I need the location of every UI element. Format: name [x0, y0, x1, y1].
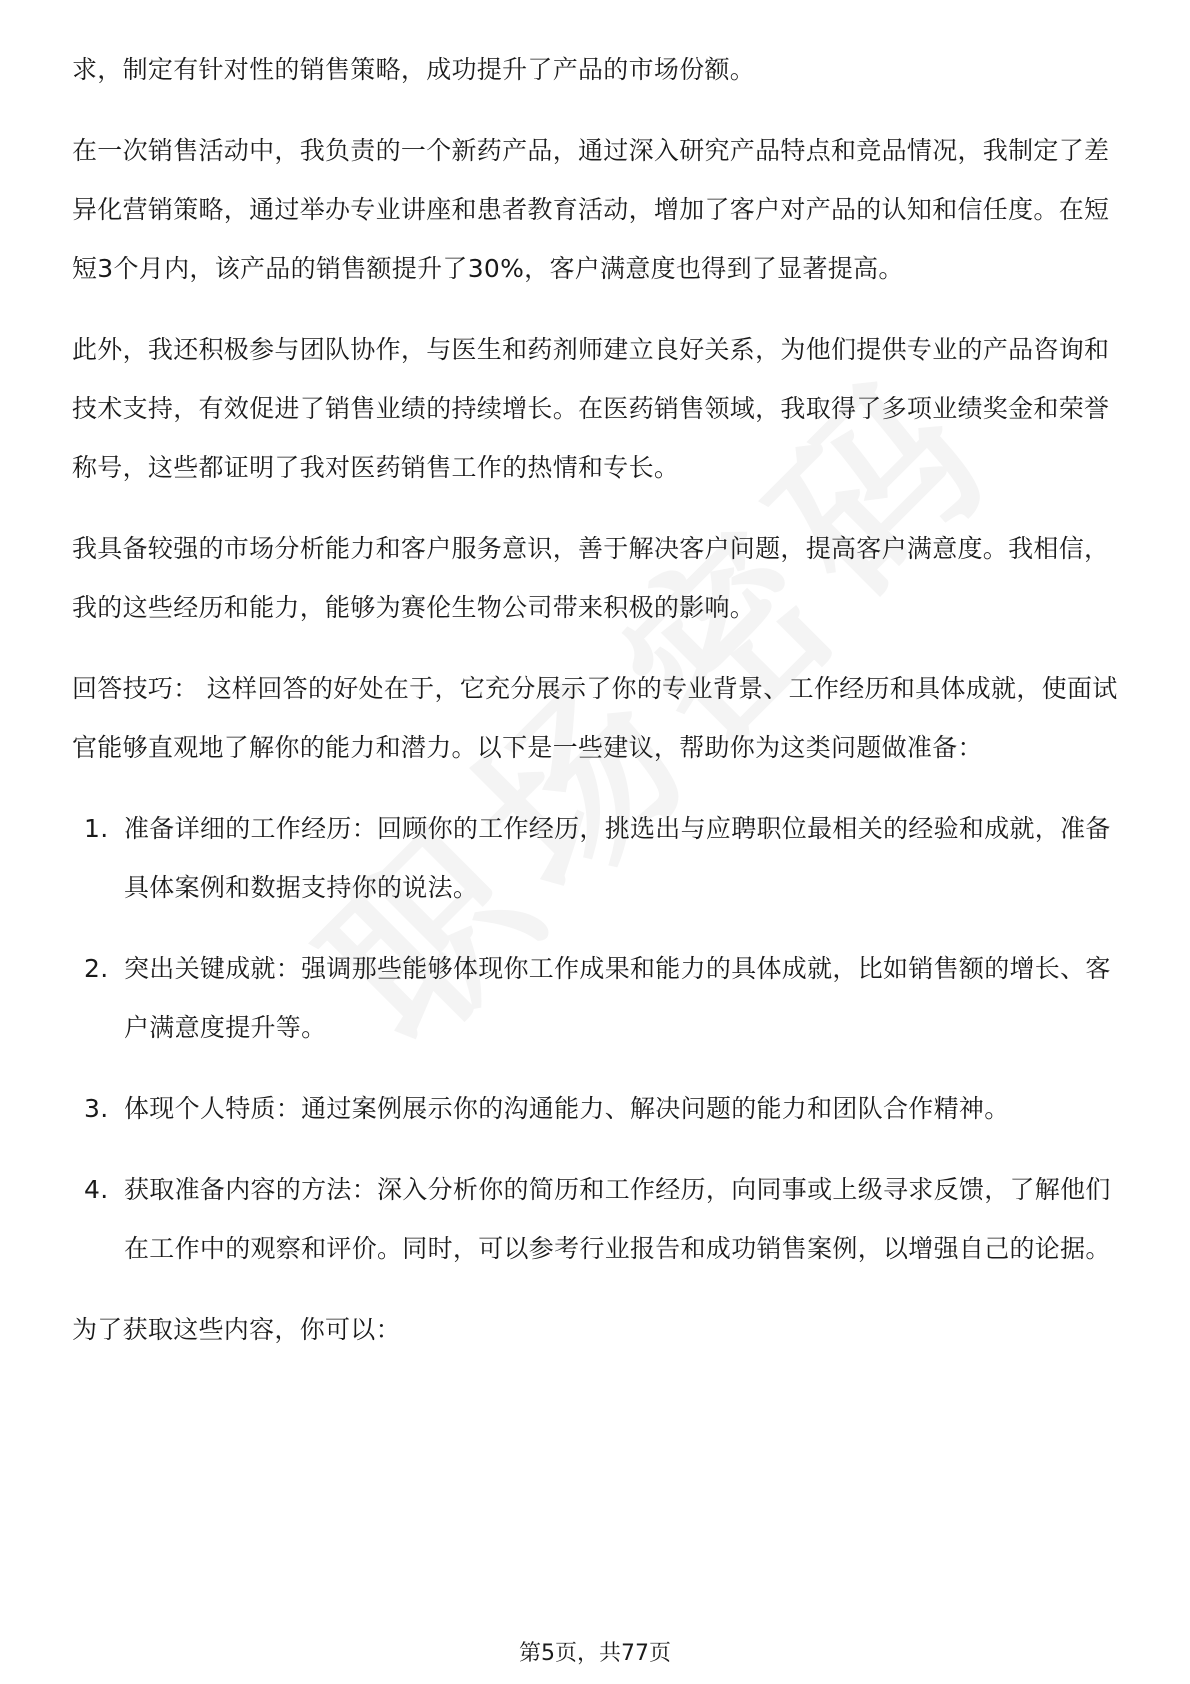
list-item-text: 获取准备内容的方法：深入分析你的简历和工作经历，向同事或上级寻求反馈，了解他们在工作中的观察和评价。同时，可以参考行业报告和成功销售案例，以增强自己的论据。: [124, 1175, 1111, 1263]
list-item: [72, 799, 1124, 917]
document-body: [72, 40, 1124, 1381]
tips-list: [72, 799, 1124, 1278]
list-item-text: 准备详细的工作经历：回顾你的工作经历，挑选出与应聘职位最相关的经验和成就，准备具体案例和数据支持你的说法。: [124, 814, 1111, 902]
paragraph-answer-tips: 回答技巧： 这样回答的好处在于，它充分展示了你的专业背景、工作经历和具体成就，使面试官能够直观地了解你的能力和潜力。以下是一些建议，帮助你为这类问题做准备：: [72, 674, 1118, 762]
list-item-text: 体现个人特质：通过案例展示你的沟通能力、解决问题的能力和团队合作精神。: [124, 1094, 1010, 1123]
list-number: 1.: [84, 814, 109, 843]
list-item: [72, 1160, 1124, 1278]
page-number-footer: 第5页，共77页: [519, 1641, 671, 1666]
list-item: [72, 939, 1124, 1057]
paragraph: 在一次销售活动中，我负责的一个新药产品，通过深入研究产品特点和竞品情况，我制定了差异化营销策略，通过举办专业讲座和患者教育活动，增加了客户对产品的认知和信任度。在短短3个月内，该产品的销售额提升了30%，客户满意度也得到了显著提高。: [72, 136, 1110, 283]
paragraph: 我具备较强的市场分析能力和客户服务意识，善于解决客户问题，提高客户满意度。我相信，我的这些经历和能力，能够为赛伦生物公司带来积极的影响。: [72, 534, 1110, 622]
list-item: [72, 1079, 1124, 1138]
list-number: 3.: [84, 1094, 109, 1123]
paragraph: 为了获取这些内容，你可以：: [72, 1315, 401, 1344]
list-number: 4.: [84, 1175, 109, 1204]
paragraph: 求，制定有针对性的销售策略，成功提升了产品的市场份额。: [72, 55, 756, 84]
list-item-text: 突出关键成就：强调那些能够体现你工作成果和能力的具体成就，比如销售额的增长、客户满意度提升等。: [124, 954, 1111, 1042]
list-number: 2.: [84, 954, 109, 983]
paragraph: 此外，我还积极参与团队协作，与医生和药剂师建立良好关系，为他们提供专业的产品咨询和技术支持，有效促进了销售业绩的持续增长。在医药销售领域，我取得了多项业绩奖金和荣誉称号，这些都证明了我对医药销售工作的热情和专长。: [72, 335, 1110, 482]
